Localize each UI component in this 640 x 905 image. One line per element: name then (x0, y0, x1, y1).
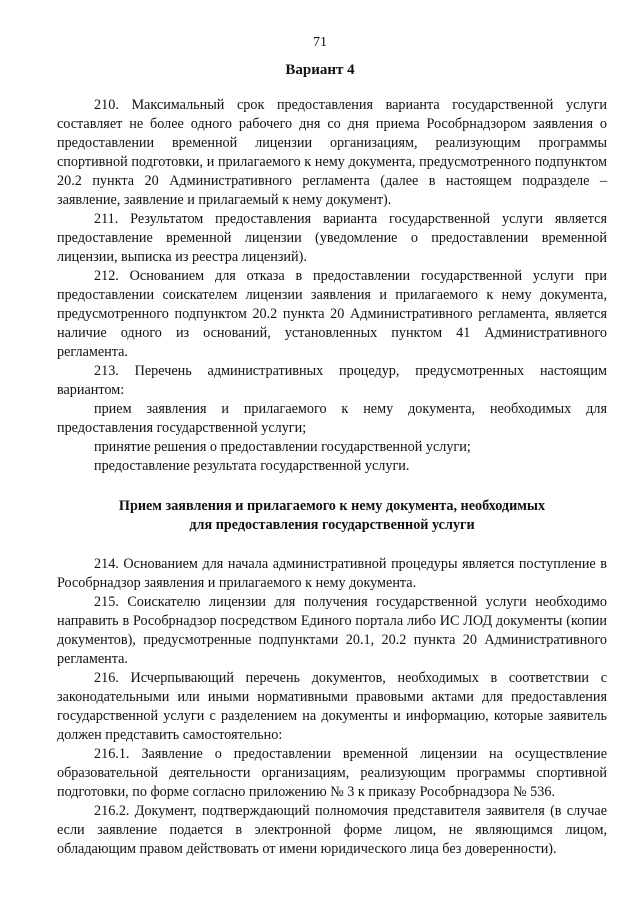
paragraph-214: 214. Основанием для начала административной процедуры является поступление в Рособрнадзор заявления и прилагаемого к нему документа. (57, 556, 607, 591)
paragraph-216-2: 216.2. Документ, подтверждающий полномочия представителя заявителя (в случае если заявление подается в электронной форме лицом, не являющимся лицом, обладающим правом действовать от имени юридического лица без доверенности). (57, 803, 607, 857)
paragraph-213: 213. Перечень административных процедур, предусмотренных настоящим вариантом: (57, 363, 607, 398)
paragraph-216-1: 216.1. Заявление о предоставлении временной лицензии на осуществление образовательной деятельности организациям, реализующим программы спортивной подготовки, по форме согласно приложению № 3 к приказу Рособрнадзора № 536. (57, 746, 607, 800)
procedure-item: предоставление результата государственной услуги. (94, 458, 410, 474)
paragraph-216: 216. Исчерпывающий перечень документов, необходимых в соответствии с законодательными или иными нормативными правовыми актами для предоставления государственной услуги с разделением на документы и информацию, которые заявитель должен представить самостоятельно: (57, 670, 607, 743)
section-heading (57, 497, 607, 535)
paragraph-212: 212. Основанием для отказа в предоставлении государственной услуги при предоставлении соискателем лицензии заявления и прилагаемого к нему документа, предусмотренного подпунктом 20.2 пункта 20 Административного регламента, является наличие одного из оснований, установленных пунктом 41 Административного регламента. (57, 268, 607, 360)
procedure-item: прием заявления и прилагаемого к нему документа, необходимых для предоставления государственной услуги; (57, 401, 607, 436)
section-heading-line: для предоставления государственной услуги (189, 517, 475, 533)
procedure-item: принятие решения о предоставлении государственной услуги; (94, 439, 471, 455)
section-heading-line: Прием заявления и прилагаемого к нему документа, необходимых (118, 498, 546, 514)
paragraph-210: 210. Максимальный срок предоставления варианта государственной услуги составляет не более одного рабочего дня со дня приема Рособрнадзором заявления о предоставлении временной лицензии организациям, реализующим программы спортивной подготовки, и прилагаемого к нему документа, предусмотренного подпунктом 20.2 пункта 20 Административного регламента (далее в настоящем подразделе – заявление, заявление и прилагаемый к нему документ). (57, 97, 607, 208)
variant-title: Вариант 4 (285, 62, 355, 78)
paragraph-215: 215. Соискателю лицензии для получения государственной услуги необходимо направить в Рособрнадзор посредством Единого портала либо ИС ЛОД документы (копии документов), предусмотренные подпунктами 20.1, 20.2 пункта 20 Административного регламента. (57, 594, 607, 667)
document-body (57, 96, 607, 859)
page-number: 71 (313, 35, 327, 50)
paragraph-211: 211. Результатом предоставления варианта государственной услуги является предоставление временной лицензии (уведомление о предоставлении временной лицензии, выписка из реестра лицензий). (57, 211, 607, 265)
